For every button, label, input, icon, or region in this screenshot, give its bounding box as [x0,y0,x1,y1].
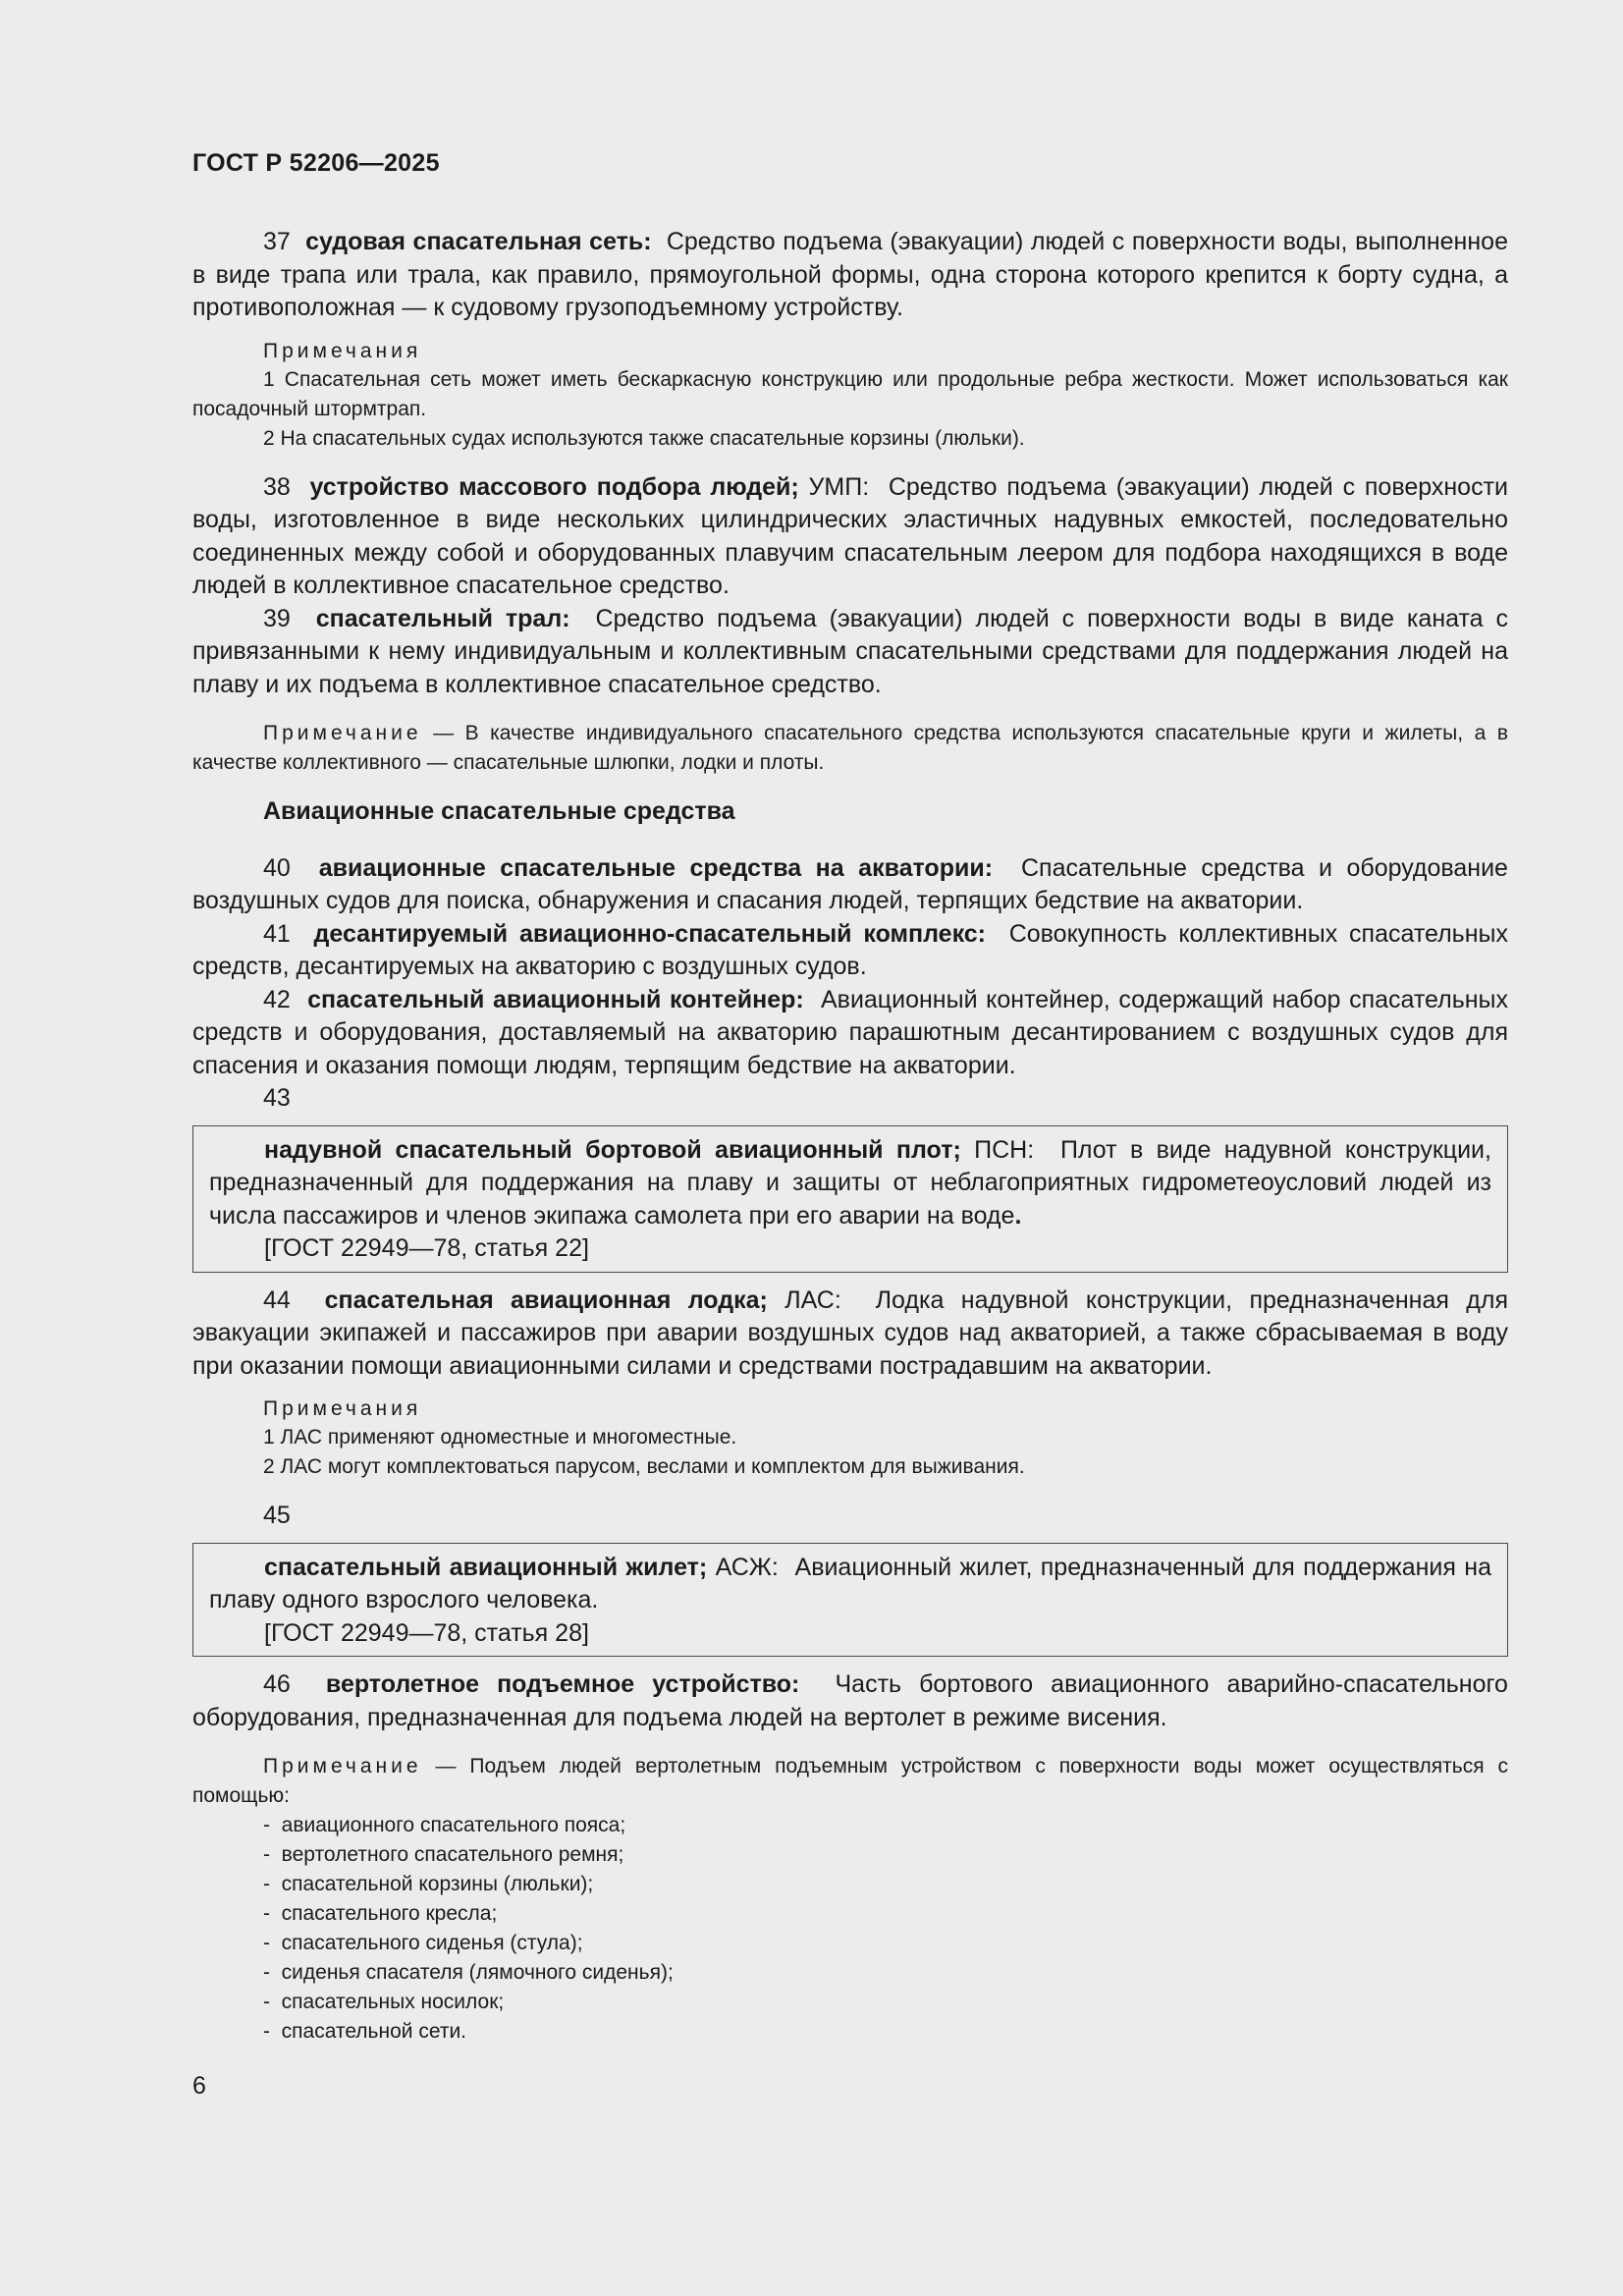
note-label: Примечание [263,722,422,744]
term-45-box [192,1543,1508,1658]
source-reference: [ГОСТ 22949—78, статья 22] [264,1234,589,1262]
term-number: 40 [263,853,291,882]
term-38 [192,471,1508,603]
term-title: десантируемый авиационно-спасательный комплекс: [313,919,986,948]
term-45 [209,1552,1491,1617]
term-46 [192,1668,1508,1734]
term-number: 44 [263,1285,291,1314]
list-item: - спасательной корзины (люльки); [263,1870,1508,1899]
list-item: - авиационного спасательного пояса; [263,1811,1508,1840]
term-period: . [1014,1201,1022,1230]
term-abbreviation: УМП: [808,472,870,501]
note-paragraph [192,719,1508,778]
note-item: 2 На спасательных судах используются также спасательные корзины (люльки). [263,426,1025,450]
notes-label: Примечания [263,339,422,362]
list-item: - спасательной сети. [263,2017,1508,2047]
note-paragraph [192,1752,1508,1811]
term-42 [192,984,1508,1083]
term-number: 46 [263,1670,291,1698]
term-title: вертолетное подъемное устройство: [325,1670,800,1698]
note-text: — Подъем людей вертолетным подъемным устройством с поверхности воды может осуществляться с помощью: [192,1755,1508,1807]
term-43 [209,1134,1491,1233]
term-number: 42 [263,985,291,1013]
document-body [192,226,1508,2047]
section-title: Авиационные спасательные средства [263,797,735,825]
list-item: - спасательных носилок; [263,1988,1508,2017]
term-abbreviation: ЛАС: [784,1285,841,1314]
term-definition: Авиационный жилет, предназначенный для поддержания на плаву одного взрослого человека. [209,1553,1491,1613]
term-definition: Совокупность коллективных спасательных средств, десантируемых на акваторию с воздушных судов. [192,919,1508,980]
note-item: 1 ЛАС применяют одноместные и многоместные. [263,1426,737,1449]
term-definition: Спасательные средства и оборудование воздушных судов для поиска, обнаружения и спасания людей, терпящих бедствие на акватории. [192,853,1508,914]
list-item: - сиденья спасателя (лямочного сиденья); [263,1958,1508,1988]
term-definition: Авиационный контейнер, содержащий набор спасательных средств и оборудования, доставляемый на акваторию парашютным десантированием с воздушных судов для спасения и оказания помощи людям, терпящим бедствие на акватории. [192,985,1508,1079]
term-40 [192,852,1508,918]
term-43-box [192,1125,1508,1273]
dash-list [192,1811,1508,2047]
note-item: 2 ЛАС могут комплектоваться парусом, веслами и комплектом для выживания. [263,1455,1025,1478]
term-number: 43 [263,1084,291,1112]
term-39 [192,603,1508,702]
term-title: надувной спасательный бортовой авиационный плот; [264,1135,961,1164]
page-number: 6 [192,2072,206,2100]
term-definition: Средство подъема (эвакуации) людей с поверхности воды, выполненное в виде трапа или трала, как правило, прямоугольной формы, одна сторона которого крепится к борту судна, а противоположная — к судовому грузоподъемному устройству. [192,228,1508,321]
term-abbreviation: ПСН: [974,1135,1035,1164]
term-number: 38 [263,472,291,501]
term-number: 37 [263,228,291,255]
term-number: 45 [263,1502,291,1529]
term-number: 39 [263,604,291,632]
source-reference: [ГОСТ 22949—78, статья 28] [264,1618,589,1647]
document-header: ГОСТ Р 52206—2025 [192,149,440,177]
term-title: спасательный трал: [315,604,570,632]
term-definition: Средство подъема (эвакуации) людей с поверхности воды в виде каната с привязанными к нему индивидуальным и коллективным спасательными средствами для поддержания людей на плаву и их подъема в коллективное спасательное средство. [192,604,1508,698]
term-41 [192,918,1508,984]
term-title: спасательная авиационная лодка; [324,1285,768,1314]
list-item: - спасательного кресла; [263,1899,1508,1929]
notes-label: Примечания [263,1397,422,1420]
term-title: устройство массового подбора людей; [309,472,799,501]
list-item: - вертолетного спасательного ремня; [263,1840,1508,1870]
term-definition: Часть бортового авиационного аварийно-спасательного оборудования, предназначенная для подъема людей на вертолет в режиме висения. [192,1670,1508,1731]
note-text: — В качестве индивидуального спасательного средства используются спасательные круги и жилеты, а в качестве коллективного — спасательные шлюпки, лодки и плоты. [192,722,1508,774]
list-item: - спасательного сиденья (стула); [263,1929,1508,1958]
term-44 [192,1285,1508,1384]
term-title: спасательный авиационный жилет; [264,1553,708,1581]
term-definition: Плот в виде надувной конструкции, предназначенный для поддержания на плаву и защиты от неблагоприятных гидрометеоусловий людей из числа пассажиров и членов экипажа самолета при его аварии на воде [209,1135,1491,1230]
term-title: спасательный авиационный контейнер: [307,985,804,1013]
term-definition: Лодка надувной конструкции, предназначенная для эвакуации экипажей и пассажиров при аварии воздушных судов над акваторией, а также сбрасываемая в воду при оказании помощи авиационными силами и средствами пострадавшим на акватории. [192,1285,1509,1380]
note-item: 1 Спасательная сеть может иметь бескаркасную конструкцию или продольные ребра жесткости. Может использоваться как посадочный штормтрап. [192,367,1508,420]
term-abbreviation: АСЖ: [715,1553,779,1581]
note-label: Примечание [263,1755,422,1777]
term-definition: Средство подъема (эвакуации) людей с поверхности воды, изготовленное в виде нескольких цилиндрических эластичных надувных емкостей, последовательно соединенных между собой и оборудованных плавучим спасательным леером для подбора находящихся в воде людей в коллективное спасательное средство. [192,472,1508,599]
term-title: судовая спасательная сеть: [305,228,652,255]
term-37 [192,226,1508,325]
term-title: авиационные спасательные средства на акватории: [318,853,994,882]
term-number: 41 [263,919,291,948]
